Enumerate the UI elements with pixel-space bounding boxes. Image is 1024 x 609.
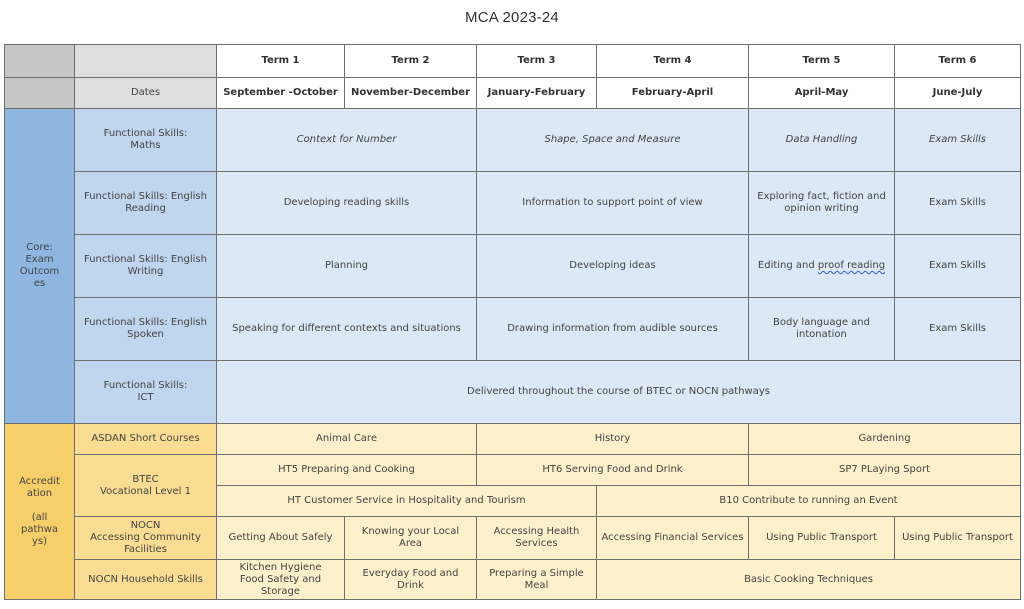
- dates-label: Dates: [75, 78, 217, 109]
- body-language-cell: Body language and intonation: [749, 298, 895, 361]
- basic-cooking-cell: Basic Cooking Techniques: [597, 560, 1021, 600]
- animal-care-cell: Animal Care: [217, 424, 477, 455]
- term-4-dates: February-April: [597, 78, 749, 109]
- header-blank-cell: [75, 45, 217, 78]
- nocn-community-label: NOCN Accessing Community Facilities: [75, 517, 217, 560]
- ict-delivery-cell: Delivered throughout the course of BTEC or NOCN pathways: [217, 361, 1021, 424]
- speaking-contexts-cell: Speaking for different contexts and situations: [217, 298, 477, 361]
- dates-row: [5, 78, 1021, 109]
- planning-cell: Planning: [217, 235, 477, 298]
- writing-label: Functional Skills: English Writing: [75, 235, 217, 298]
- term-1-dates: September -October: [217, 78, 345, 109]
- kitchen-hygiene-cell: Kitchen Hygiene Food Safety and Storage: [217, 560, 345, 600]
- ict-row: [5, 361, 1021, 424]
- term-3-dates: January-February: [477, 78, 597, 109]
- shape-space-measure-cell: Shape, Space and Measure: [477, 109, 749, 172]
- gardening-cell: Gardening: [749, 424, 1021, 455]
- developing-reading-cell: Developing reading skills: [217, 172, 477, 235]
- editing-proof-reading-cell: Editing and proof reading: [749, 235, 895, 298]
- dates-side-cell: [5, 78, 75, 109]
- sp7-cell: SP7 PLaying Sport: [749, 455, 1021, 486]
- term-6-header: Term 6: [895, 45, 1021, 78]
- everyday-food-cell: Everyday Food and Drink: [345, 560, 477, 600]
- nocn-household-label: NOCN Household Skills: [75, 560, 217, 600]
- public-transport-t6-cell: Using Public Transport: [895, 517, 1021, 560]
- corner-cell: [5, 45, 75, 78]
- drawing-information-cell: Drawing information from audible sources: [477, 298, 749, 361]
- spoken-exam-skills-cell: Exam Skills: [895, 298, 1021, 361]
- getting-about-safely-cell: Getting About Safely: [217, 517, 345, 560]
- term-2-dates: November-December: [345, 78, 477, 109]
- term-6-dates: June-July: [895, 78, 1021, 109]
- ht-customer-service-cell: HT Customer Service in Hospitality and Tourism: [217, 486, 597, 517]
- spoken-row: [5, 298, 1021, 361]
- btec-row-1: [5, 455, 1021, 486]
- btec-label: BTEC Vocational Level 1: [75, 455, 217, 517]
- ht6-cell: HT6 Serving Food and Drink: [477, 455, 749, 486]
- curriculum-table: [4, 44, 1021, 600]
- simple-meal-cell: Preparing a Simple Meal: [477, 560, 597, 600]
- asdan-row: [5, 424, 1021, 455]
- accessing-health-cell: Accessing Health Services: [477, 517, 597, 560]
- ict-label: Functional Skills: ICT: [75, 361, 217, 424]
- writing-row: [5, 235, 1021, 298]
- reading-label: Functional Skills: English Reading: [75, 172, 217, 235]
- reading-row: [5, 172, 1021, 235]
- term-3-header: Term 3: [477, 45, 597, 78]
- b10-event-cell: B10 Contribute to running an Event: [597, 486, 1021, 517]
- nocn-household-row: [5, 560, 1021, 600]
- term-5-header: Term 5: [749, 45, 895, 78]
- nocn-community-row: [5, 517, 1021, 560]
- accreditation-label: Accredit ation (all pathwa ys): [5, 424, 75, 600]
- developing-ideas-cell: Developing ideas: [477, 235, 749, 298]
- accessing-financial-cell: Accessing Financial Services: [597, 517, 749, 560]
- info-point-of-view-cell: Information to support point of view: [477, 172, 749, 235]
- maths-exam-skills-cell: Exam Skills: [895, 109, 1021, 172]
- term-2-header: Term 2: [345, 45, 477, 78]
- maths-row: [5, 109, 1021, 172]
- public-transport-t5-cell: Using Public Transport: [749, 517, 895, 560]
- reading-exam-skills-cell: Exam Skills: [895, 172, 1021, 235]
- spoken-label: Functional Skills: English Spoken: [75, 298, 217, 361]
- term-header-row: [5, 45, 1021, 78]
- asdan-label: ASDAN Short Courses: [75, 424, 217, 455]
- term-4-header: Term 4: [597, 45, 749, 78]
- page-title: MCA 2023-24: [465, 9, 559, 26]
- data-handling-cell: Data Handling: [749, 109, 895, 172]
- context-for-number-cell: Context for Number: [217, 109, 477, 172]
- fact-fiction-cell: Exploring fact, fiction and opinion writing: [749, 172, 895, 235]
- ht5-cell: HT5 Preparing and Cooking: [217, 455, 477, 486]
- term-5-dates: April-May: [749, 78, 895, 109]
- writing-exam-skills-cell: Exam Skills: [895, 235, 1021, 298]
- knowing-local-area-cell: Knowing your Local Area: [345, 517, 477, 560]
- history-cell: History: [477, 424, 749, 455]
- maths-label: Functional Skills: Maths: [75, 109, 217, 172]
- term-1-header: Term 1: [217, 45, 345, 78]
- core-exam-outcomes-label: Core: Exam Outcom es: [5, 109, 75, 424]
